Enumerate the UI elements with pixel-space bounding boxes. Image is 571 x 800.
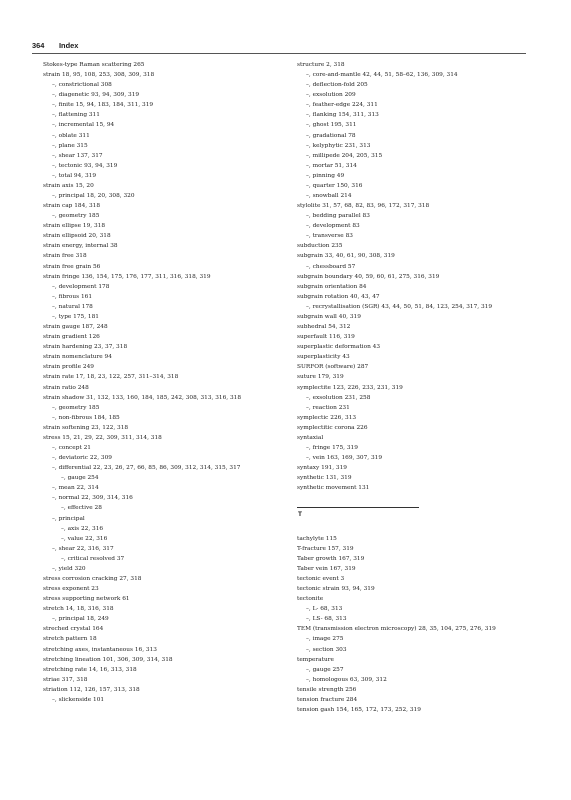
index-entry: strain cap 184, 318	[43, 203, 101, 210]
index-subentry: –, gradational 78	[306, 132, 356, 139]
index-entry: stress exponent 23	[43, 586, 99, 593]
index-entry: tensile strength 256	[297, 686, 357, 693]
index-entry: subhedral 54, 312	[297, 324, 351, 331]
index-subentry: –, exsolution 231, 258	[306, 394, 371, 401]
section-letter: T	[298, 511, 302, 519]
index-subentry: –, recrystallisation (SGR) 43, 44, 50, 51, 84, 123, 254, 317, 319	[306, 303, 493, 310]
index-entry: strain nomenclature 94	[43, 354, 112, 361]
index-entry: temperature	[297, 656, 334, 663]
index-entry: strain energy, internal 38	[43, 243, 118, 250]
page-number: 364	[32, 41, 45, 50]
index-column-right	[297, 60, 532, 715]
index-entries-s	[297, 60, 532, 493]
index-subentry: –, constrictional 308	[52, 82, 112, 89]
index-entry: tachylyte 115	[297, 535, 337, 542]
index-entry: strain profile 249	[43, 364, 94, 371]
index-entry: subgrain rotation 40, 43, 47	[297, 293, 380, 300]
index-entry: superplastic deformation 43	[297, 344, 381, 351]
index-subentry: –, principal	[52, 515, 85, 522]
index-subentry: –, normal 22, 309, 314, 316	[52, 495, 133, 502]
index-entry: strain free grain 56	[43, 263, 101, 270]
index-column-left	[43, 60, 288, 705]
index-entry: tension fracture 284	[297, 696, 358, 703]
index-entry: stretching lineation 101, 306, 309, 314, 318	[43, 656, 173, 663]
index-entry: syntaxy 191, 319	[297, 465, 347, 472]
index-entry: tectonic event 3	[297, 575, 345, 582]
index-subentry: –, yield 320	[52, 565, 86, 572]
index-entry: T-fracture 157, 319	[297, 545, 354, 552]
index-subentry: –, shear 137, 317	[52, 152, 103, 159]
index-entry: strain 18, 95, 108, 253, 308, 309, 318	[43, 72, 155, 79]
index-subentry: –, homologous 63, 309, 312	[306, 676, 387, 683]
index-entry: strain ratio 248	[43, 384, 89, 391]
index-entry: superplasticity 43	[297, 354, 350, 361]
index-entry: subgrain 33, 40, 61, 90, 308, 319	[297, 253, 395, 260]
index-subentry: –, deflection-fold 205	[306, 82, 368, 89]
index-subentry: –, feather-edge 224, 311	[306, 102, 378, 109]
index-subentry: –, value 22, 316	[61, 535, 108, 542]
index-entry: stress supporting network 61	[43, 596, 130, 603]
index-subentry: –, effective 28	[61, 505, 102, 512]
index-entry: strain shadow 31, 132, 133, 160, 184, 185, 242, 308, 313, 316, 318	[43, 394, 242, 401]
index-subentry: –, natural 178	[52, 303, 93, 310]
index-entry: strain free 318	[43, 253, 87, 260]
index-subentry: –, development 83	[306, 223, 360, 230]
index-subentry: –, quarter 150, 316	[306, 182, 363, 189]
index-subentry: –, finite 15, 94, 183, 184, 311, 319	[52, 102, 154, 109]
index-entries-t	[297, 534, 532, 715]
index-subentry: –, tectonic 93, 94, 319	[52, 162, 118, 169]
index-entry: structure 2, 318	[297, 62, 345, 68]
index-entry: stretch pattern 18	[43, 636, 97, 643]
running-title: Index	[59, 41, 79, 50]
index-entry: subgrain wall 40, 319	[297, 313, 361, 320]
index-entry: synthetic 131, 319	[297, 475, 352, 482]
index-entry: subgrain orientation 84	[297, 283, 367, 290]
index-entry: Taber growth 167, 319	[297, 555, 365, 562]
index-subentry: –, incremental 15, 94	[52, 122, 115, 129]
index-subentry: –, exsolution 209	[306, 92, 356, 99]
index-subentry: –, mean 22, 314	[52, 485, 99, 492]
index-subentry: –, plane 315	[52, 142, 88, 149]
index-subentry: –, critical resolved 37	[61, 555, 125, 562]
index-subentry: –, bedding parallel 83	[306, 213, 370, 220]
index-subentry: –, image 275	[306, 636, 344, 643]
running-header	[32, 38, 526, 54]
header-rule	[32, 53, 526, 54]
index-entry: striae 317, 318	[43, 676, 88, 683]
index-entry: stress 15, 21, 29, 22, 309, 311, 314, 318	[43, 434, 162, 441]
index-entry: SURFOR (software) 287	[297, 364, 369, 371]
index-entry: strain gauge 187, 248	[43, 324, 108, 331]
index-entry: subduction 235	[297, 243, 343, 250]
index-subentry: –, oblate 311	[52, 132, 90, 139]
index-subentry: –, chessboard 57	[306, 263, 356, 270]
index-entry: Stokes-type Raman scattering 265	[43, 62, 145, 68]
index-subentry: –, snowball 214	[306, 193, 352, 200]
index-entry: symplectitic corona 226	[297, 424, 368, 431]
index-entry: strain ellipse 19, 318	[43, 223, 106, 230]
index-subentry: –, millipede 204, 205, 315	[306, 152, 383, 159]
index-subentry: –, principal 18, 20, 308, 320	[52, 193, 135, 200]
index-subentry: –, differential 22, 23, 26, 27, 66, 85, 86, 309, 312, 314, 315, 317	[52, 465, 241, 472]
index-entry: strain ellipsoid 20, 318	[43, 233, 111, 240]
index-entry: stress corrosion cracking 27, 318	[43, 575, 142, 582]
index-subentry: –, geometry 185	[52, 404, 100, 411]
index-subentry: –, flanking 154, 311, 313	[306, 112, 379, 119]
index-entry: tectonic strain 93, 94, 319	[297, 586, 375, 593]
index-subentry: –, fringe 175, 319	[306, 444, 358, 451]
index-subentry: –, gauge 257	[306, 666, 344, 673]
index-entry: stylolite 31, 57, 68, 82, 83, 96, 172, 317, 318	[297, 203, 430, 210]
index-subentry: –, geometry 185	[52, 213, 100, 220]
index-entry: subgrain boundary 40, 59, 60, 61, 275, 316, 319	[297, 273, 440, 280]
index-entry: superfault 116, 319	[297, 334, 355, 341]
index-subentry: –, vein 163, 169, 307, 319	[306, 455, 383, 462]
index-subentry: –, slickenside 101	[52, 696, 105, 703]
index-subentry: –, principal 18, 249	[52, 616, 109, 623]
index-subentry: –, total 94, 319	[52, 172, 97, 179]
index-entry: stretching rate 14, 16, 313, 318	[43, 666, 137, 673]
index-subentry: –, transverse 83	[306, 233, 353, 240]
index-subentry: –, pinning 49	[306, 172, 345, 179]
section-gap	[297, 524, 532, 534]
index-entry: strain fringe 136, 154, 175, 176, 177, 311, 316, 318, 319	[43, 273, 211, 280]
index-subentry: –, type 175, 181	[52, 313, 99, 320]
index-entry: stretch 14, 18, 316, 318	[43, 606, 114, 613]
index-subentry: –, mortar 51, 314	[306, 162, 357, 169]
index-subentry: –, section 303	[306, 646, 347, 653]
index-entry: tension gash 154, 165, 172, 173, 252, 319	[297, 707, 421, 713]
index-entry: syntaxial	[297, 434, 324, 441]
index-entry: strain axis 15, 20	[43, 182, 94, 189]
index-entry: streched crystal 164	[43, 626, 104, 633]
index-entry: striation 112, 126, 157, 313, 318	[43, 686, 140, 693]
index-subentry: –, LS- 68, 313	[306, 616, 347, 623]
index-subentry: –, shear 22, 316, 317	[52, 545, 114, 552]
index-subentry: –, concept 21	[52, 444, 91, 451]
index-entry: stretching axes, instantaneous 16, 313	[43, 646, 157, 653]
index-entry: strain hardening 23, 37, 318	[43, 344, 128, 351]
index-subentry: –, development 178	[52, 283, 110, 290]
section-gap	[297, 493, 532, 503]
index-entry: symplectic 226, 313	[297, 414, 357, 421]
index-subentry: –, axis 22, 316	[61, 525, 104, 532]
index-entry: TEM (transmission electron microscopy) 28, 35, 104, 275, 276, 319	[297, 626, 496, 633]
index-subentry: –, fibrous 161	[52, 293, 93, 300]
index-entry: suture 179, 319	[297, 374, 344, 381]
index-subentry: –, gauge 254	[61, 475, 99, 482]
index-subentry: –, diagenetic 93, 94, 309, 319	[52, 92, 140, 99]
index-subentry: –, kelyphytic 231, 313	[306, 142, 371, 149]
index-subentry: –, core-and-mantle 42, 44, 51, 58–62, 136, 309, 314	[306, 72, 458, 79]
index-subentry: –, L- 68, 313	[306, 606, 343, 613]
index-subentry: –, deviatoric 22, 309	[52, 455, 112, 462]
index-entry: tectonite	[297, 596, 324, 603]
index-subentry: –, reaction 231	[306, 404, 350, 411]
index-subentry: –, flattening 311	[52, 112, 100, 119]
index-entry: Taber vein 167, 319	[297, 565, 356, 572]
index-entry: strain rate 17, 18, 23, 122, 257, 311–314, 318	[43, 374, 179, 381]
index-entry: strain gradient 126	[43, 334, 100, 341]
section-heading-t	[297, 503, 532, 523]
section-rule	[297, 507, 419, 508]
index-entry: synthetic movement 131	[297, 485, 370, 492]
index-entry: strain softening 23, 122, 318	[43, 424, 129, 431]
index-entry: symplectite 123, 226, 233, 231, 319	[297, 384, 403, 391]
index-subentry: –, non-fibrous 184, 185	[52, 414, 120, 421]
index-subentry: –, ghost 195, 311	[306, 122, 357, 129]
